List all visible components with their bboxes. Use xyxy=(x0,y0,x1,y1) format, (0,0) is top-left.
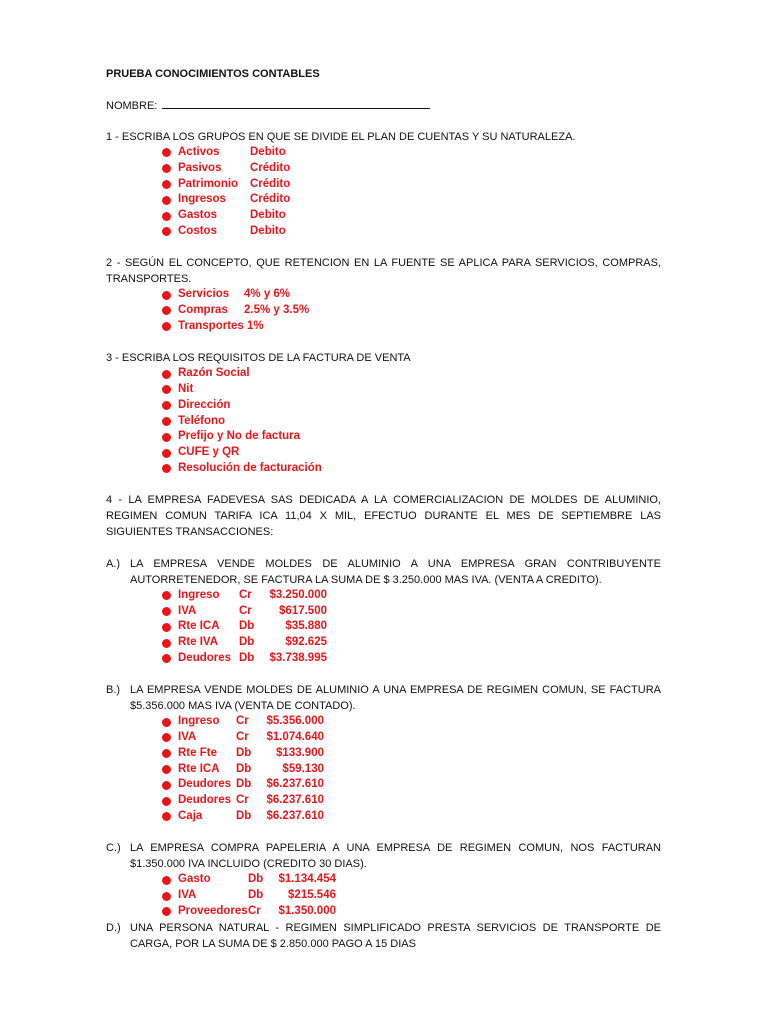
list-item: Gasto Db $1.134.454 xyxy=(162,872,661,888)
list-item: Ingreso Cr $3.250.000 xyxy=(162,588,661,604)
bullet-icon xyxy=(162,433,171,442)
list-item: Ingresos Crédito xyxy=(162,192,661,208)
transaction-d-text: UNA PERSONA NATURAL - REGIMEN SIMPLIFICADO PRESTA SERVICIOS DE TRANSPORTE DE CARGA, POR LA SUMA DE $ 2.850.000 PAGO A 15 DIAS xyxy=(130,921,661,950)
bullet-icon xyxy=(162,180,171,189)
document-title: PRUEBA CONOCIMIENTOS CONTABLES xyxy=(106,68,320,80)
list-item: Activos Debito xyxy=(162,145,661,161)
question-1: 1 - ESCRIBA LOS GRUPOS EN QUE SE DIVIDE EL PLAN DE CUENTAS Y SU NATURALEZA. xyxy=(106,131,576,143)
bullet-icon xyxy=(162,464,171,473)
bullet-icon xyxy=(162,654,171,663)
transaction-b-text: LA EMPRESA VENDE MOLDES DE ALUMINIO A UNA EMPRESA DE REGIMEN COMUN, SE FACTURA $5.356.000 MAS IVA (VENTA DE CONTADO). xyxy=(130,684,661,713)
bullet-icon xyxy=(162,401,171,410)
bullet-icon xyxy=(162,212,171,221)
transaction-c-label: C.) xyxy=(106,842,121,855)
question-2-answers xyxy=(106,287,661,334)
list-item: Deudores Cr $6.237.610 xyxy=(162,793,661,809)
question-2: 2 - SEGÚN EL CONCEPTO, QUE RETENCION EN LA FUENTE SE APLICA PARA SERVICIOS, COMPRAS, TRANSPORTES. xyxy=(106,257,661,286)
list-item: CUFE y QR xyxy=(162,445,661,461)
bullet-icon xyxy=(162,322,171,331)
bullet-icon xyxy=(162,385,171,394)
list-item: Gastos Debito xyxy=(162,208,661,224)
bullet-icon xyxy=(162,148,171,157)
bullet-icon xyxy=(162,781,171,790)
list-item: IVA Cr $1.074.640 xyxy=(162,730,661,746)
transaction-d-label: D.) xyxy=(106,921,121,934)
transaction-a-label: A.) xyxy=(106,557,121,570)
bullet-icon xyxy=(162,417,171,426)
list-item: IVA Cr $617.500 xyxy=(162,604,661,620)
bullet-icon xyxy=(162,591,171,600)
bullet-icon xyxy=(162,892,171,901)
list-item: Compras 2.5% y 3.5% xyxy=(162,303,661,319)
bullet-icon xyxy=(162,733,171,742)
transaction-c-answers xyxy=(106,872,661,919)
list-item: Transportes 1% xyxy=(162,319,661,335)
list-item: Caja Db $6.237.610 xyxy=(162,809,661,825)
transaction-a-text: LA EMPRESA VENDE MOLDES DE ALUMINIO A UNA EMPRESA GRAN CONTRIBUYENTE AUTORRETENEDOR, SE FACTURA LA SUMA DE $ 3.250.000 MAS IVA. (VENTA A CREDITO). xyxy=(130,557,661,586)
question-1-answers xyxy=(106,145,661,240)
question-3: 3 - ESCRIBA LOS REQUISITOS DE LA FACTURA DE VENTA xyxy=(106,352,411,365)
transaction-c-text: LA EMPRESA COMPRA PAPELERIA A UNA EMPRESA DE REGIMEN COMUN, NOS FACTURAN $1.350.000 IVA INCLUIDO (CREDITO 30 DIAS). xyxy=(130,842,661,871)
list-item: Resolución de facturación xyxy=(162,461,661,477)
bullet-icon xyxy=(162,306,171,315)
bullet-icon xyxy=(162,907,171,916)
bullet-icon xyxy=(162,291,171,300)
nombre-label: NOMBRE: xyxy=(106,99,158,112)
list-item: IVA Db $215.546 xyxy=(162,888,661,904)
document-page xyxy=(106,66,661,952)
transaction-b xyxy=(106,682,661,714)
bullet-icon xyxy=(162,876,171,885)
list-item: Proveedores Cr $1.350.000 xyxy=(162,904,661,920)
list-item: Patrimonio Crédito xyxy=(162,177,661,193)
list-item: Razón Social xyxy=(162,366,661,382)
question-4: 4 - LA EMPRESA FADEVESA SAS DEDICADA A LA COMERCIALIZACION DE MOLDES DE ALUMINIO, REGIMEN COMUN TARIFA ICA 11,04 X MIL, EFECTUO DURANTE EL MES DE SEPTIEMBRE LAS SIGUIENTES TRANSACCIONES: xyxy=(106,494,661,539)
list-item: Rte Fte Db $133.900 xyxy=(162,746,661,762)
transaction-a xyxy=(106,556,661,588)
bullet-icon xyxy=(162,749,171,758)
bullet-icon xyxy=(162,449,171,458)
transaction-d xyxy=(106,920,661,952)
nombre-blank[interactable] xyxy=(162,98,430,109)
list-item: Deudores Db $3.738.995 xyxy=(162,651,661,667)
list-item: Rte IVA Db $92.625 xyxy=(162,635,661,651)
bullet-icon xyxy=(162,639,171,648)
bullet-icon xyxy=(162,812,171,821)
bullet-icon xyxy=(162,227,171,236)
list-item: Prefijo y No de factura xyxy=(162,429,661,445)
bullet-icon xyxy=(162,623,171,632)
list-item: Ingreso Cr $5.356.000 xyxy=(162,714,661,730)
list-item: Pasivos Crédito xyxy=(162,161,661,177)
list-item: Servicios 4% y 6% xyxy=(162,287,661,303)
transaction-b-label: B.) xyxy=(106,684,121,697)
bullet-icon xyxy=(162,607,171,616)
bullet-icon xyxy=(162,196,171,205)
list-item: Nit xyxy=(162,382,661,398)
list-item: Dirección xyxy=(162,398,661,414)
transaction-b-answers xyxy=(106,714,661,825)
bullet-icon xyxy=(162,164,171,173)
bullet-icon xyxy=(162,765,171,774)
list-item: Teléfono xyxy=(162,414,661,430)
bullet-icon xyxy=(162,718,171,727)
bullet-icon xyxy=(162,797,171,806)
question-3-answers xyxy=(106,366,661,477)
list-item: Costos Debito xyxy=(162,224,661,240)
list-item: Rte ICA Db $35.880 xyxy=(162,619,661,635)
list-item: Deudores Db $6.237.610 xyxy=(162,777,661,793)
transaction-c xyxy=(106,840,661,872)
list-item: Rte ICA Db $59.130 xyxy=(162,762,661,778)
bullet-icon xyxy=(162,370,171,379)
transaction-a-answers xyxy=(106,588,661,667)
nombre-field xyxy=(106,98,661,114)
